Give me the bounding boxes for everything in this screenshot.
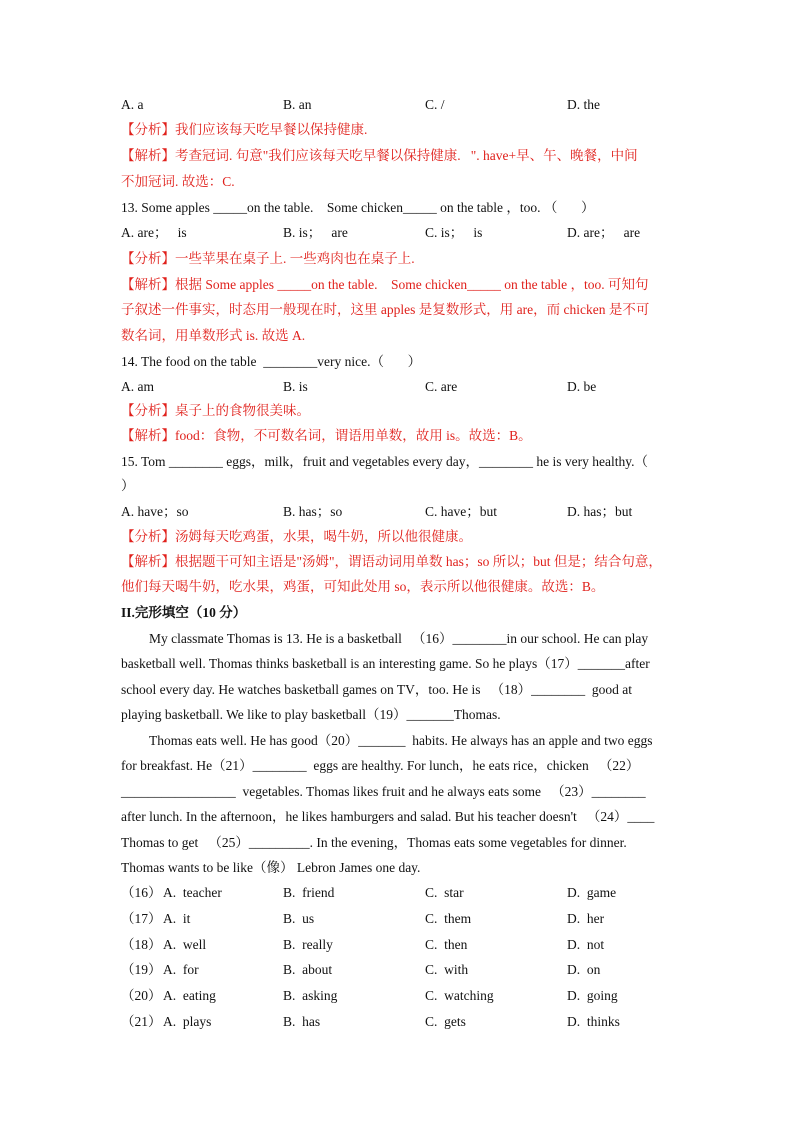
q12-explanation-line-1: 【解析】考查冠词. 句意"我们应该每天吃早餐以保持健康. ". have+早、午、晚餐，中间 xyxy=(121,148,638,163)
q13-option-c: C. is； is xyxy=(425,225,483,240)
q13-explanation-line-3: 数名词，用单数形式 is. 故选 A. xyxy=(121,328,306,343)
q14-option-a: A. am xyxy=(121,379,154,394)
q12-analysis: 【分析】我们应该每天吃早餐以保持健康. xyxy=(121,122,368,137)
passage-p2-line-1: Thomas eats well. He has good（20）_______ habits. He always has an apple and two eggs xyxy=(149,733,653,748)
choice-option-a: A. teacher xyxy=(163,885,222,900)
q13-explanation-line-2: 子叙述一件事实，时态用一般现在时，这里 apples 是复数形式，用 are，而 chicken 是不可 xyxy=(121,302,650,317)
passage-p2-line-3: _________________ vegetables. Thomas likes fruit and he always eats some （23）________ xyxy=(121,784,646,799)
q15-option-d: D. has；but xyxy=(567,504,633,519)
choice-option-c: C. with xyxy=(425,962,469,978)
q15-question-continued: ） xyxy=(121,478,135,493)
choice-option-a: A. for xyxy=(163,962,199,978)
q14-option-b: B. is xyxy=(283,379,308,394)
q13-explanation-line-1: 【解析】根据 Some apples _____on the table. Some chicken_____ on the table ，too. 可知句 xyxy=(121,277,649,292)
choice-option-b: B. about xyxy=(283,962,333,978)
q13-option-b: B. is； are xyxy=(283,225,348,240)
choice-option-a: A. eating xyxy=(163,988,216,1004)
choice-option-d: D. on xyxy=(567,962,601,978)
choice-option-c: C. star xyxy=(425,885,464,900)
choice-number: （19） xyxy=(121,962,162,978)
q12-option-d: D. the xyxy=(567,97,600,112)
q12-explanation-line-2: 不加冠词. 故选：C. xyxy=(121,174,235,189)
passage-p1-line-1: My classmate Thomas is 13. He is a basketball （16）________in our school. He can play xyxy=(149,631,649,646)
passage-p1-line-2: basketball well. Thomas thinks basketball is an interesting game. So he plays（17）_______after xyxy=(121,656,650,671)
choice-option-c: C. them xyxy=(425,910,472,926)
passage-p2-line-2: for breakfast. He（21）________ eggs are healthy. For lunch，he eats rice，chicken （22） xyxy=(121,758,640,773)
q15-option-c: C. have；but xyxy=(425,504,497,519)
q12-option-c: C. / xyxy=(425,97,445,112)
choice-option-d: D. going xyxy=(567,988,618,1004)
q13-analysis: 【分析】一些苹果在桌子上. 一些鸡肉也在桌子上. xyxy=(121,251,415,266)
q13-option-a: A. are； is xyxy=(121,225,187,240)
q15-option-b: B. has；so xyxy=(283,504,343,519)
choice-option-d: D. game xyxy=(567,885,617,900)
q15-question: 15. Tom ________ eggs，milk，fruit and vegetables every day，________ he is very healthy.（ xyxy=(121,454,648,469)
q15-explanation-line-1: 【解析】根据题干可知主语是"汤姆"，谓语动词用单数 has；so 所以；but 但是；结合句意， xyxy=(121,554,662,569)
choice-number: （16） xyxy=(121,885,162,900)
q13-option-d: D. are； are xyxy=(567,225,641,240)
choice-option-c: C. gets xyxy=(425,1014,466,1029)
choice-number: （17） xyxy=(121,910,162,926)
q15-analysis: 【分析】汤姆每天吃鸡蛋，水果，喝牛奶，所以他很健康。 xyxy=(121,529,472,544)
choice-number: （21） xyxy=(121,1014,162,1029)
passage-p2-line-5: Thomas to get （25）_________. In the evening，Thomas eats some vegetables for dinner. xyxy=(121,835,627,850)
q15-option-a: A. have；so xyxy=(121,504,189,519)
choice-option-d: D. thinks xyxy=(567,1014,620,1029)
q14-analysis: 【分析】桌子上的食物很美味。 xyxy=(121,403,310,418)
choice-option-b: B. really xyxy=(283,936,333,952)
choice-option-b: B. has xyxy=(283,1014,321,1029)
q13-question: 13. Some apples _____on the table. Some chicken_____ on the table ，too. （ ） xyxy=(121,200,595,215)
choice-option-c: C. watching xyxy=(425,988,494,1004)
choice-number: （18） xyxy=(121,936,162,952)
choice-option-b: B. us xyxy=(283,910,315,926)
section-heading: II.完形填空（10 分） xyxy=(121,605,247,620)
passage-p2-line-6: Thomas wants to be like（像） Lebron James one day. xyxy=(121,860,421,875)
choice-option-b: B. friend xyxy=(283,885,335,900)
passage-p1-line-4: playing basketball. We like to play basketball（19）_______Thomas. xyxy=(121,707,501,722)
q12-option-a: A. a xyxy=(121,97,144,112)
choice-option-d: D. her xyxy=(567,910,605,926)
q15-explanation-line-2: 他们每天喝牛奶，吃水果，鸡蛋，可知此处用 so，表示所以他很健康。故选：B。 xyxy=(121,579,605,594)
choice-option-a: A. plays xyxy=(163,1014,212,1029)
passage-p1-line-3: school every day. He watches basketball games on TV，too. He is （18）________ good at xyxy=(121,682,633,697)
choice-option-d: D. not xyxy=(567,936,605,952)
choice-option-a: A. it xyxy=(163,910,191,926)
q14-question: 14. The food on the table ________very nice.（ ） xyxy=(121,354,422,369)
q14-explanation-line-1: 【解析】food：食物，不可数名词，谓语用单数，故用 is。故选：B。 xyxy=(121,428,532,443)
q14-option-d: D. be xyxy=(567,379,597,394)
choice-option-a: A. well xyxy=(163,936,207,952)
passage-p2-line-4: after lunch. In the afternoon，he likes hamburgers and salad. But his teacher doesn't （24）____ xyxy=(121,809,655,824)
choice-number: （20） xyxy=(121,988,162,1004)
choice-option-c: C. then xyxy=(425,936,468,952)
q12-option-b: B. an xyxy=(283,97,312,112)
q14-option-c: C. are xyxy=(425,379,458,394)
choice-option-b: B. asking xyxy=(283,988,338,1004)
